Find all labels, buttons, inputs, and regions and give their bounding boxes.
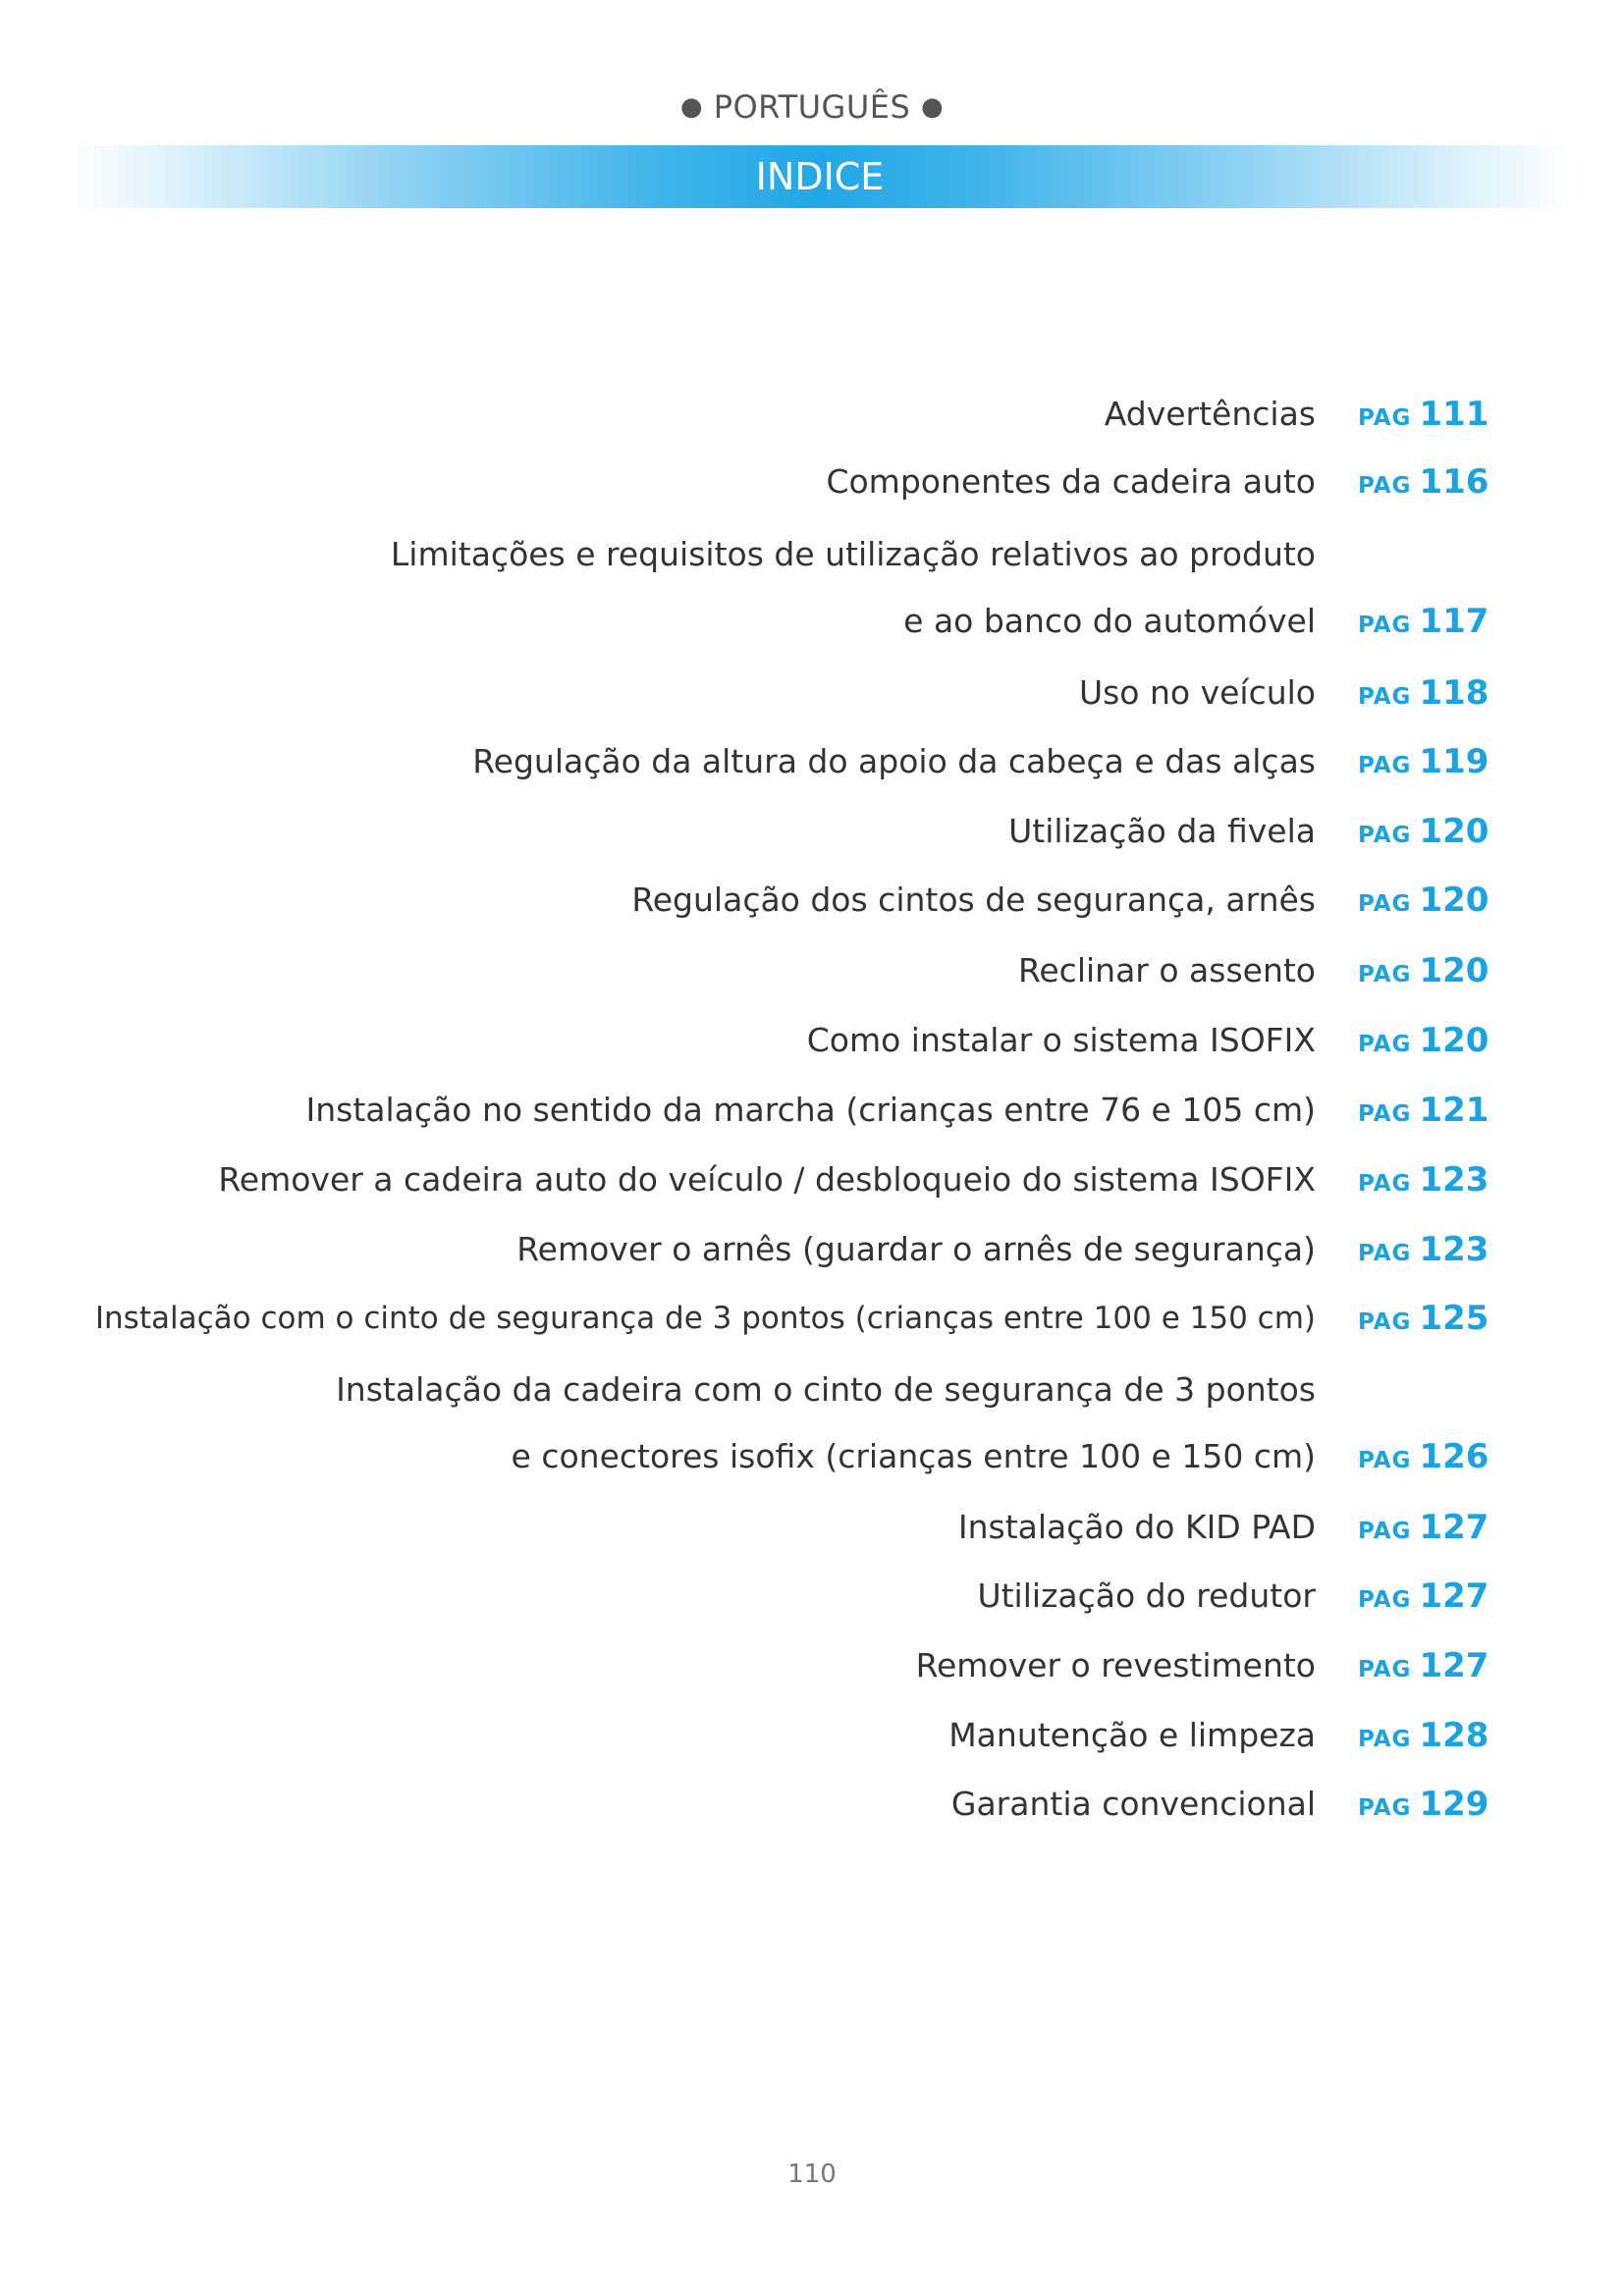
toc-entry-label: Garantia convencional [950,1785,1316,1823]
toc-entry-label: Remover o revestimento [915,1646,1316,1684]
toc-row[interactable] [0,1152,1624,1207]
toc-entry-label: Uso no veículo [1078,673,1316,712]
toc-entry-page: PAG 111 [1358,395,1489,434]
toc-row[interactable] [0,1291,1624,1346]
toc-entry-label: Utilização do redutor [977,1576,1316,1615]
toc-entry-label: Instalação da cadeira com o cinto de segurança de 3 pontos [336,1370,1316,1409]
toc-entry-page: PAG 120 [1358,881,1489,920]
toc-row[interactable] [0,387,1624,442]
toc-row[interactable] [0,594,1624,649]
toc-row[interactable] [0,454,1624,509]
toc-row[interactable] [0,734,1624,789]
toc-entry-page: PAG 123 [1358,1230,1489,1269]
toc-entry-label: Manutenção e limpeza [948,1716,1316,1754]
toc-entry-label: Remover a cadeira auto do veículo / desbloqueio do sistema ISOFIX [218,1160,1316,1199]
toc-row[interactable] [0,1362,1624,1417]
toc-entry-page: PAG 127 [1358,1646,1489,1685]
toc-entry-page: PAG 120 [1358,951,1489,990]
toc-entry-page: PAG 119 [1358,742,1489,781]
toc-row[interactable] [0,1569,1624,1624]
toc-entry-label: Utilização da fivela [1008,812,1316,850]
page-number: 110 [787,2160,837,2189]
toc-entry-page: PAG 118 [1358,673,1489,713]
toc-row[interactable] [0,527,1624,582]
toc-entry-label: Instalação no sentido da marcha (crianças entre 76 e 105 cm) [305,1091,1316,1129]
toc-row[interactable] [0,873,1624,928]
toc-entry-label: Instalação do KID PAD [957,1508,1316,1546]
toc-entry-page: PAG 128 [1358,1716,1489,1755]
toc-entry-label: e ao banco do automóvel [903,602,1316,640]
toc-row[interactable] [0,1429,1624,1484]
toc-entry-label: Regulação da altura do apoio da cabeça e das alças [472,742,1316,780]
toc-entry-page: PAG 123 [1358,1160,1489,1200]
toc-entry-label: Instalação com o cinto de segurança de 3 pontos (crianças entre 100 e 150 cm) [94,1301,1316,1336]
toc-row[interactable] [0,1013,1624,1068]
toc-row[interactable] [0,1083,1624,1138]
toc-entry-page: PAG 116 [1358,462,1489,502]
toc-entry-page: PAG 117 [1358,602,1489,641]
toc-entry-label: Como instalar o sistema ISOFIX [806,1021,1316,1059]
bullet-right-icon: ● [920,92,945,122]
toc-row[interactable] [0,1500,1624,1555]
toc-row[interactable] [0,804,1624,859]
toc-entry-label: Reclinar o assento [1017,951,1316,989]
toc-entry-label: Remover o arnês (guardar o arnês de segurança) [516,1230,1316,1268]
toc-entry-page: PAG 120 [1358,812,1489,851]
toc-entry-label: Limitações e requisitos de utilização relativos ao produto [390,535,1316,573]
toc-row[interactable] [0,666,1624,721]
toc-entry-page [1358,1362,1366,1423]
toc-entry-page: PAG 127 [1358,1576,1489,1616]
toc-row[interactable] [0,943,1624,998]
toc-entry-page: PAG 120 [1358,1021,1489,1060]
toc-row[interactable] [0,1777,1624,1832]
page-title: INDICE [755,155,885,198]
toc-entry-label: Regulação dos cintos de segurança, arnês [631,881,1316,919]
toc-row[interactable] [0,1638,1624,1693]
toc-entry-page [1358,527,1366,588]
toc-entry-label: e conectores isofix (crianças entre 100 e 150 cm) [511,1437,1316,1475]
toc-entry-page: PAG 126 [1358,1437,1489,1476]
toc-entry-page: PAG 127 [1358,1508,1489,1547]
toc-entry-page: PAG 121 [1358,1091,1489,1130]
toc-entry-page: PAG 129 [1358,1785,1489,1824]
toc-row[interactable] [0,1708,1624,1763]
toc-row[interactable] [0,1222,1624,1277]
toc-entry-page: PAG 125 [1358,1299,1489,1338]
toc-entry-label: Componentes da cadeira auto [826,462,1316,501]
language-text: PORTUGUÊS [713,88,911,126]
bullet-left-icon: ● [679,92,704,122]
toc-entry-label: Advertências [1104,395,1316,433]
